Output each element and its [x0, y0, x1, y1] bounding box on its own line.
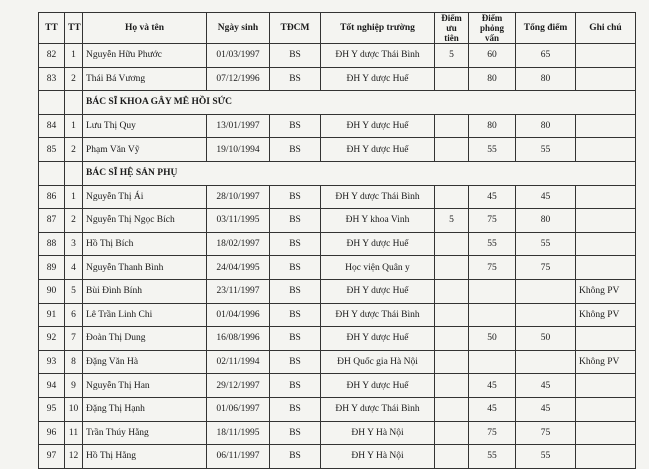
header-priority: Điểm ưu tiên — [435, 13, 469, 44]
cell-tdcm: BS — [270, 209, 321, 233]
cell-priority — [435, 232, 469, 256]
table-row — [39, 303, 636, 327]
cell-tt: 97 — [39, 445, 65, 469]
cell-interview: 60 — [469, 44, 516, 68]
cell-dob: 18/11/1995 — [207, 421, 270, 445]
cell-tdcm: BS — [270, 67, 321, 91]
cell-priority — [435, 279, 469, 303]
table-row — [39, 327, 636, 351]
cell-name: Nguyễn Thị Ngọc Bích — [83, 209, 207, 233]
cell-school: ĐH Quốc gia Hà Nội — [321, 350, 435, 374]
cell-note — [576, 138, 636, 162]
cell-priority — [435, 327, 469, 351]
cell-tdcm: BS — [270, 279, 321, 303]
cell-tdcm: BS — [270, 232, 321, 256]
table-row — [39, 114, 636, 138]
header-note: Ghi chú — [576, 13, 636, 44]
cell-name: Hồ Thị Hằng — [83, 445, 207, 469]
cell-interview: 45 — [469, 374, 516, 398]
cell-priority — [435, 397, 469, 421]
cell-dob: 16/08/1996 — [207, 327, 270, 351]
cell-tt: 93 — [39, 350, 65, 374]
cell-school: ĐH Y dược Huế — [321, 327, 435, 351]
cell-school: ĐH Y khoa Vinh — [321, 209, 435, 233]
table-row — [39, 44, 636, 68]
cell-sub-tt: 9 — [65, 374, 83, 398]
cell-school: ĐH Y dược Thái Bình — [321, 397, 435, 421]
cell-total: 80 — [516, 209, 576, 233]
cell-dob: 07/12/1996 — [207, 67, 270, 91]
cell-dob: 23/11/1997 — [207, 279, 270, 303]
cell-name: Bùi Đình Bính — [83, 279, 207, 303]
cell-note: Không PV — [576, 279, 636, 303]
cell-priority — [435, 114, 469, 138]
cell-dob: 01/06/1997 — [207, 397, 270, 421]
cell-total: 45 — [516, 374, 576, 398]
cell-dob: 29/12/1997 — [207, 374, 270, 398]
cell-school: Học viện Quân y — [321, 256, 435, 280]
cell-note — [576, 421, 636, 445]
cell-school: ĐH Y dược Huế — [321, 279, 435, 303]
cell-note — [576, 256, 636, 280]
cell-dob: 19/10/1994 — [207, 138, 270, 162]
table-row — [39, 209, 636, 233]
header-dob: Ngày sinh — [207, 13, 270, 44]
cell-dob: 13/01/1997 — [207, 114, 270, 138]
cell-tdcm: BS — [270, 397, 321, 421]
cell-tt: 92 — [39, 327, 65, 351]
cell-note — [576, 209, 636, 233]
cell-tt: 91 — [39, 303, 65, 327]
cell-total: 55 — [516, 445, 576, 469]
cell-empty — [65, 91, 83, 115]
cell-interview: 55 — [469, 445, 516, 469]
cell-total: 55 — [516, 138, 576, 162]
table-row — [39, 67, 636, 91]
cell-priority — [435, 303, 469, 327]
cell-note — [576, 374, 636, 398]
cell-total — [516, 279, 576, 303]
table-row — [39, 279, 636, 303]
cell-school: ĐH Y dược Huế — [321, 67, 435, 91]
cell-tdcm: BS — [270, 374, 321, 398]
cell-total: 55 — [516, 232, 576, 256]
cell-tdcm: BS — [270, 185, 321, 209]
cell-empty — [39, 161, 65, 185]
cell-sub-tt: 4 — [65, 256, 83, 280]
cell-note: Không PV — [576, 303, 636, 327]
cell-sub-tt: 8 — [65, 350, 83, 374]
cell-total: 65 — [516, 44, 576, 68]
cell-dob: 03/11/1995 — [207, 209, 270, 233]
cell-sub-tt: 7 — [65, 327, 83, 351]
table-row — [39, 185, 636, 209]
cell-priority: 5 — [435, 44, 469, 68]
cell-tt: 95 — [39, 397, 65, 421]
cell-dob: 18/02/1997 — [207, 232, 270, 256]
section-row — [39, 91, 636, 115]
header-tt-sub: TT — [65, 13, 83, 44]
table-row — [39, 374, 636, 398]
table-header-row — [39, 13, 636, 44]
cell-dob: 24/04/1995 — [207, 256, 270, 280]
cell-interview: 45 — [469, 397, 516, 421]
cell-dob: 02/11/1994 — [207, 350, 270, 374]
cell-interview: 75 — [469, 256, 516, 280]
cell-priority — [435, 256, 469, 280]
cell-tt: 85 — [39, 138, 65, 162]
cell-note — [576, 327, 636, 351]
header-tdcm: TĐCM — [270, 13, 321, 44]
table-row — [39, 138, 636, 162]
cell-tdcm: BS — [270, 327, 321, 351]
cell-total: 75 — [516, 421, 576, 445]
cell-empty — [65, 161, 83, 185]
cell-tt: 84 — [39, 114, 65, 138]
cell-note — [576, 232, 636, 256]
cell-name: Hồ Thị Bích — [83, 232, 207, 256]
cell-priority — [435, 445, 469, 469]
cell-tdcm: BS — [270, 445, 321, 469]
cell-total: 80 — [516, 67, 576, 91]
cell-name: Nguyễn Thanh Bình — [83, 256, 207, 280]
cell-dob: 28/10/1997 — [207, 185, 270, 209]
cell-dob: 06/11/1997 — [207, 445, 270, 469]
cell-total — [516, 303, 576, 327]
cell-note — [576, 67, 636, 91]
cell-tt: 90 — [39, 279, 65, 303]
cell-school: ĐH Y dược Huế — [321, 232, 435, 256]
cell-name: Nguyễn Thị Han — [83, 374, 207, 398]
cell-tt: 89 — [39, 256, 65, 280]
cell-dob: 01/03/1997 — [207, 44, 270, 68]
section-row — [39, 161, 636, 185]
cell-name: Lê Trần Linh Chi — [83, 303, 207, 327]
cell-school: ĐH Y Hà Nội — [321, 445, 435, 469]
cell-interview: 75 — [469, 421, 516, 445]
cell-sub-tt: 2 — [65, 209, 83, 233]
cell-interview: 45 — [469, 185, 516, 209]
cell-note — [576, 397, 636, 421]
cell-interview: 50 — [469, 327, 516, 351]
cell-total: 50 — [516, 327, 576, 351]
cell-priority — [435, 67, 469, 91]
cell-sub-tt: 2 — [65, 138, 83, 162]
header-total: Tổng điểm — [516, 13, 576, 44]
cell-tt: 87 — [39, 209, 65, 233]
cell-note — [576, 445, 636, 469]
cell-sub-tt: 3 — [65, 232, 83, 256]
cell-note — [576, 114, 636, 138]
table-row — [39, 445, 636, 469]
cell-note — [576, 185, 636, 209]
cell-tdcm: BS — [270, 256, 321, 280]
table-row — [39, 232, 636, 256]
cell-sub-tt: 10 — [65, 397, 83, 421]
cell-interview — [469, 303, 516, 327]
table-row — [39, 397, 636, 421]
cell-tt: 94 — [39, 374, 65, 398]
cell-priority — [435, 350, 469, 374]
cell-empty — [39, 91, 65, 115]
cell-sub-tt: 11 — [65, 421, 83, 445]
cell-tdcm: BS — [270, 114, 321, 138]
cell-total: 45 — [516, 185, 576, 209]
cell-name: Đặng Văn Hà — [83, 350, 207, 374]
cell-sub-tt: 5 — [65, 279, 83, 303]
cell-tt: 82 — [39, 44, 65, 68]
results-sheet — [38, 12, 636, 469]
header-tt: TT — [39, 13, 65, 44]
cell-total: 75 — [516, 256, 576, 280]
header-interview: Điểm phỏng vấn — [469, 13, 516, 44]
cell-sub-tt: 1 — [65, 185, 83, 209]
cell-name: Thái Bá Vương — [83, 67, 207, 91]
cell-name: Đặng Thị Hạnh — [83, 397, 207, 421]
cell-interview: 75 — [469, 209, 516, 233]
cell-school: ĐH Y dược Thái Bình — [321, 185, 435, 209]
cell-school: ĐH Y dược Thái Bình — [321, 44, 435, 68]
cell-name: Đoàn Thị Dung — [83, 327, 207, 351]
cell-priority — [435, 185, 469, 209]
cell-tt: 96 — [39, 421, 65, 445]
cell-interview: 55 — [469, 232, 516, 256]
cell-name: Nguyễn Hữu Phước — [83, 44, 207, 68]
cell-tdcm: BS — [270, 303, 321, 327]
cell-school: ĐH Y dược Huế — [321, 138, 435, 162]
cell-tdcm: BS — [270, 350, 321, 374]
table-row — [39, 421, 636, 445]
cell-school: ĐH Y Hà Nội — [321, 421, 435, 445]
cell-school: ĐH Y dược Thái Bình — [321, 303, 435, 327]
header-name: Họ và tên — [83, 13, 207, 44]
cell-interview: 55 — [469, 138, 516, 162]
cell-dob: 01/04/1996 — [207, 303, 270, 327]
section-title: BÁC SĨ KHOA GÂY MÊ HỒI SỨC — [83, 91, 636, 115]
cell-name: Trần Thúy Hằng — [83, 421, 207, 445]
cell-priority: 5 — [435, 209, 469, 233]
table-body — [39, 44, 636, 469]
cell-total: 45 — [516, 397, 576, 421]
cell-school: ĐH Y dược Huế — [321, 114, 435, 138]
cell-interview — [469, 350, 516, 374]
candidate-score-table — [38, 12, 636, 469]
cell-school: ĐH Y dược Huế — [321, 374, 435, 398]
cell-name: Nguyễn Thị Ái — [83, 185, 207, 209]
cell-total: 80 — [516, 114, 576, 138]
cell-sub-tt: 12 — [65, 445, 83, 469]
cell-tdcm: BS — [270, 138, 321, 162]
cell-sub-tt: 1 — [65, 114, 83, 138]
cell-interview: 80 — [469, 67, 516, 91]
header-school: Tốt nghiệp trường — [321, 13, 435, 44]
cell-tdcm: BS — [270, 421, 321, 445]
cell-tt: 88 — [39, 232, 65, 256]
cell-interview: 80 — [469, 114, 516, 138]
section-title: BÁC SĨ HỆ SẢN PHỤ — [83, 161, 636, 185]
cell-priority — [435, 421, 469, 445]
cell-name: Phạm Văn Vỹ — [83, 138, 207, 162]
cell-tt: 86 — [39, 185, 65, 209]
cell-priority — [435, 374, 469, 398]
cell-interview — [469, 279, 516, 303]
cell-note: Không PV — [576, 350, 636, 374]
cell-sub-tt: 1 — [65, 44, 83, 68]
cell-tdcm: BS — [270, 44, 321, 68]
cell-priority — [435, 138, 469, 162]
table-row — [39, 256, 636, 280]
cell-note — [576, 44, 636, 68]
cell-sub-tt: 2 — [65, 67, 83, 91]
cell-sub-tt: 6 — [65, 303, 83, 327]
table-row — [39, 350, 636, 374]
cell-name: Lưu Thị Quy — [83, 114, 207, 138]
cell-total — [516, 350, 576, 374]
cell-tt: 83 — [39, 67, 65, 91]
